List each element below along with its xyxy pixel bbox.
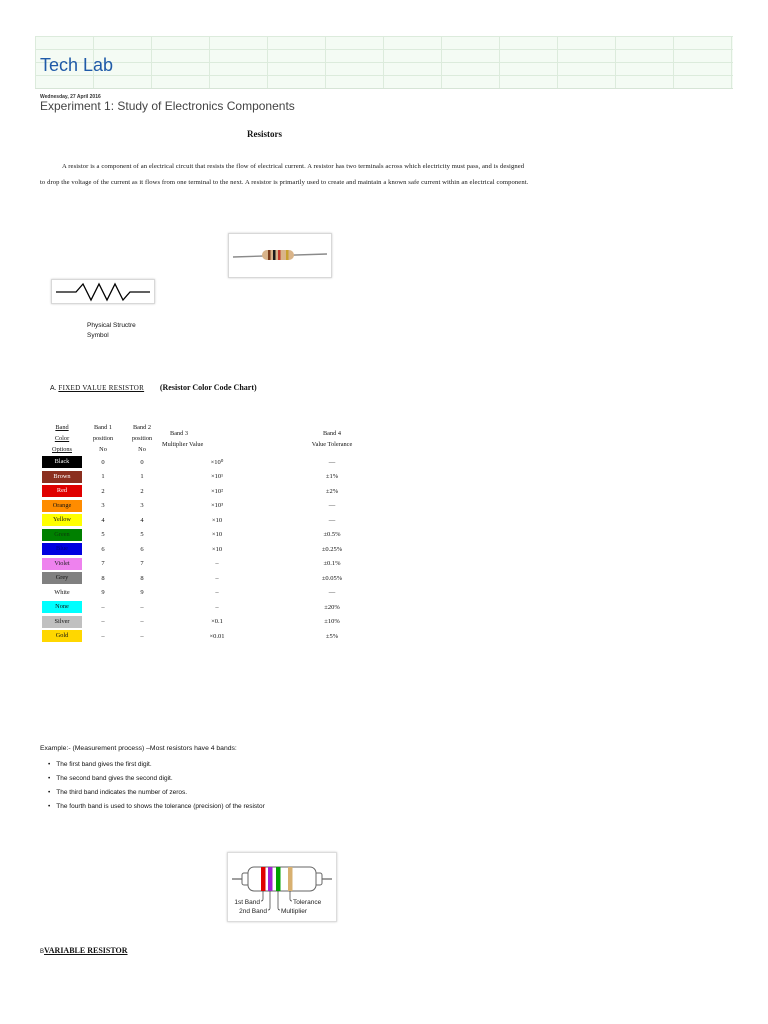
color-swatch: None xyxy=(42,601,82,613)
band2-cell: 9 xyxy=(140,589,144,597)
band1-cell: 2 xyxy=(101,487,105,495)
multiplier-cell: – xyxy=(215,574,219,582)
tolerance-cell: — xyxy=(328,458,336,466)
band1-cell: 1 xyxy=(101,473,105,481)
color-swatch: Brown xyxy=(42,471,82,483)
band1-cell: 9 xyxy=(101,589,105,597)
table-row xyxy=(40,455,392,470)
color-cell xyxy=(40,557,84,572)
band2-cell: 7 xyxy=(140,560,144,568)
band2-cell: 4 xyxy=(140,516,144,524)
tolerance-cell: — xyxy=(328,589,336,597)
caption-symbol: Symbol xyxy=(87,332,109,339)
color-cell xyxy=(40,455,84,470)
band2-cell: 1 xyxy=(140,473,144,481)
table-row xyxy=(40,615,392,630)
multiplier-cell: ×10 xyxy=(211,531,223,539)
resistor-photo xyxy=(228,233,332,278)
fixed-resistor-heading xyxy=(50,383,257,392)
table-row xyxy=(40,470,392,485)
color-cell xyxy=(40,484,84,499)
variable-resistor-heading xyxy=(40,946,128,955)
multiplier-cell: ×10 xyxy=(211,516,223,524)
list-item: • The fourth band is used to shows the tolerance (precision) of the resistor xyxy=(48,800,265,814)
color-code-table xyxy=(40,422,392,644)
header-band4: Band 4 Value Tolerance xyxy=(311,429,353,448)
color-swatch: Silver xyxy=(42,616,82,628)
tolerance-cell: ±10% xyxy=(324,618,340,626)
table-row xyxy=(40,571,392,586)
table-row xyxy=(40,557,392,572)
color-swatch: Green xyxy=(42,529,82,541)
color-cell xyxy=(40,615,84,630)
color-cell xyxy=(40,586,84,601)
tolerance-cell: ±20% xyxy=(324,603,340,611)
tolerance-cell: ±0.05% xyxy=(321,574,343,582)
band1-cell: 3 xyxy=(101,502,105,510)
multiplier-cell: ×10¹ xyxy=(210,473,224,481)
tolerance-cell: — xyxy=(328,516,336,524)
band1-cell: – xyxy=(101,632,105,640)
color-swatch: Grey xyxy=(42,572,82,584)
band1-cell: 7 xyxy=(101,560,105,568)
color-chart-title: (Resistor Color Code Chart) xyxy=(159,383,257,392)
color-swatch: Black xyxy=(42,456,82,468)
multiplier-cell: – xyxy=(215,603,219,611)
label-multiplier: Multiplier xyxy=(281,908,308,915)
color-cell xyxy=(40,542,84,557)
band1-cell: 4 xyxy=(101,516,105,524)
resistor-photo-illustration xyxy=(229,234,331,277)
color-swatch: Blue xyxy=(42,543,82,555)
multiplier-cell: – xyxy=(215,560,219,568)
resistor-symbol xyxy=(51,279,155,304)
multiplier-cell: ×10⁰ xyxy=(210,459,224,467)
band-diagram xyxy=(227,852,337,922)
figure-captions xyxy=(87,321,136,341)
band2-cell: 5 xyxy=(140,531,144,539)
multiplier-cell: – xyxy=(215,589,219,597)
caption-physical-structure: Physical Structre xyxy=(87,322,136,329)
table-row xyxy=(40,542,392,557)
color-cell xyxy=(40,470,84,485)
band1-cell: 6 xyxy=(101,545,105,553)
header-band1: Band 1 position No xyxy=(92,424,114,453)
intro-paragraph: A resistor is a component of an electrical circuit that resists the flow of electrical current. A resistor has two terminals across which electricity must pass, and is designed to drop the voltage of the current as it flows from one terminal to the next. A resistor is primarily used to create and maintain a known safe current within an electrical component. xyxy=(40,163,529,186)
label-2nd-band: 2nd Band xyxy=(239,908,267,915)
table-row xyxy=(40,484,392,499)
color-code-header-row xyxy=(40,422,392,455)
band2-cell: – xyxy=(140,603,144,611)
color-cell xyxy=(40,513,84,528)
tolerance-cell: ±0.25% xyxy=(321,545,343,553)
list-item: • The second band gives the second digit. xyxy=(48,772,265,786)
color-swatch: Gold xyxy=(42,630,82,642)
list-item: • The first band gives the first digit. xyxy=(48,758,265,772)
post-title[interactable]: Experiment 1: Study of Electronics Components xyxy=(40,99,295,113)
blog-title[interactable]: Tech Lab xyxy=(40,55,114,75)
band2-cell: 3 xyxy=(140,502,144,510)
multiplier-cell: ×10² xyxy=(210,487,224,495)
blog-header xyxy=(35,36,733,89)
resistor-zigzag-icon xyxy=(52,280,154,303)
color-cell xyxy=(40,629,84,644)
color-cell xyxy=(40,528,84,543)
variable-title: VARIABLE RESISTOR xyxy=(44,946,128,955)
table-row xyxy=(40,629,392,644)
header-band3: Band 3 Multiplier Value xyxy=(162,429,204,448)
multiplier-cell: ×10³ xyxy=(210,502,224,510)
band2-cell: 8 xyxy=(140,574,144,582)
tolerance-cell: ±0.1% xyxy=(323,560,341,568)
band1-cell: – xyxy=(101,618,105,626)
color-swatch: Red xyxy=(42,485,82,497)
variable-prefix: B xyxy=(40,949,45,955)
color-swatch: Orange xyxy=(42,500,82,512)
color-swatch: Yellow xyxy=(42,514,82,526)
table-row xyxy=(40,600,392,615)
color-swatch: Violet xyxy=(42,558,82,570)
section-heading-resistors: Resistors xyxy=(247,129,282,139)
tolerance-cell: — xyxy=(328,502,336,510)
band2-cell: 6 xyxy=(140,545,144,553)
post-date: Wednesday, 27 April 2016 xyxy=(40,94,101,100)
band1-cell: 8 xyxy=(101,574,105,582)
tolerance-cell: ±5% xyxy=(325,632,339,640)
color-cell xyxy=(40,600,84,615)
tolerance-cell: ±1% xyxy=(325,473,339,481)
table-row xyxy=(40,499,392,514)
label-tolerance: Tolerance xyxy=(293,899,322,906)
multiplier-cell: ×10 xyxy=(211,545,223,553)
multiplier-cell: ×0.01 xyxy=(209,632,225,640)
table-row xyxy=(40,528,392,543)
header-band-color-options: Band Color Options xyxy=(52,424,72,453)
table-row xyxy=(40,513,392,528)
band1-cell: 0 xyxy=(101,458,105,466)
list-item: • The third band indicates the number of zeros. xyxy=(48,786,265,800)
band2-cell: 2 xyxy=(140,487,144,495)
band-steps-list xyxy=(48,758,265,814)
band1-cell: 5 xyxy=(101,531,105,539)
header-band2: Band 2 position No xyxy=(131,424,153,453)
color-cell xyxy=(40,499,84,514)
color-code-rows xyxy=(40,455,392,644)
fixed-prefix: A. xyxy=(50,385,57,392)
color-cell xyxy=(40,571,84,586)
table-row xyxy=(40,586,392,601)
band2-cell: – xyxy=(140,618,144,626)
band-diagram-illustration xyxy=(228,853,336,921)
band1-cell: – xyxy=(101,603,105,611)
band2-cell: – xyxy=(140,632,144,640)
label-1st-band: 1st Band xyxy=(234,899,260,906)
band2-cell: 0 xyxy=(140,458,144,466)
example-lead: Example:- (Measurement process) –Most resistors have 4 bands: xyxy=(40,745,237,752)
tolerance-cell: ±0.5% xyxy=(323,531,341,539)
tolerance-cell: ±2% xyxy=(325,487,339,495)
color-swatch: White xyxy=(42,587,82,599)
fixed-title: FIXED VALUE RESISTOR xyxy=(58,384,145,392)
multiplier-cell: ×0.1 xyxy=(211,618,223,626)
